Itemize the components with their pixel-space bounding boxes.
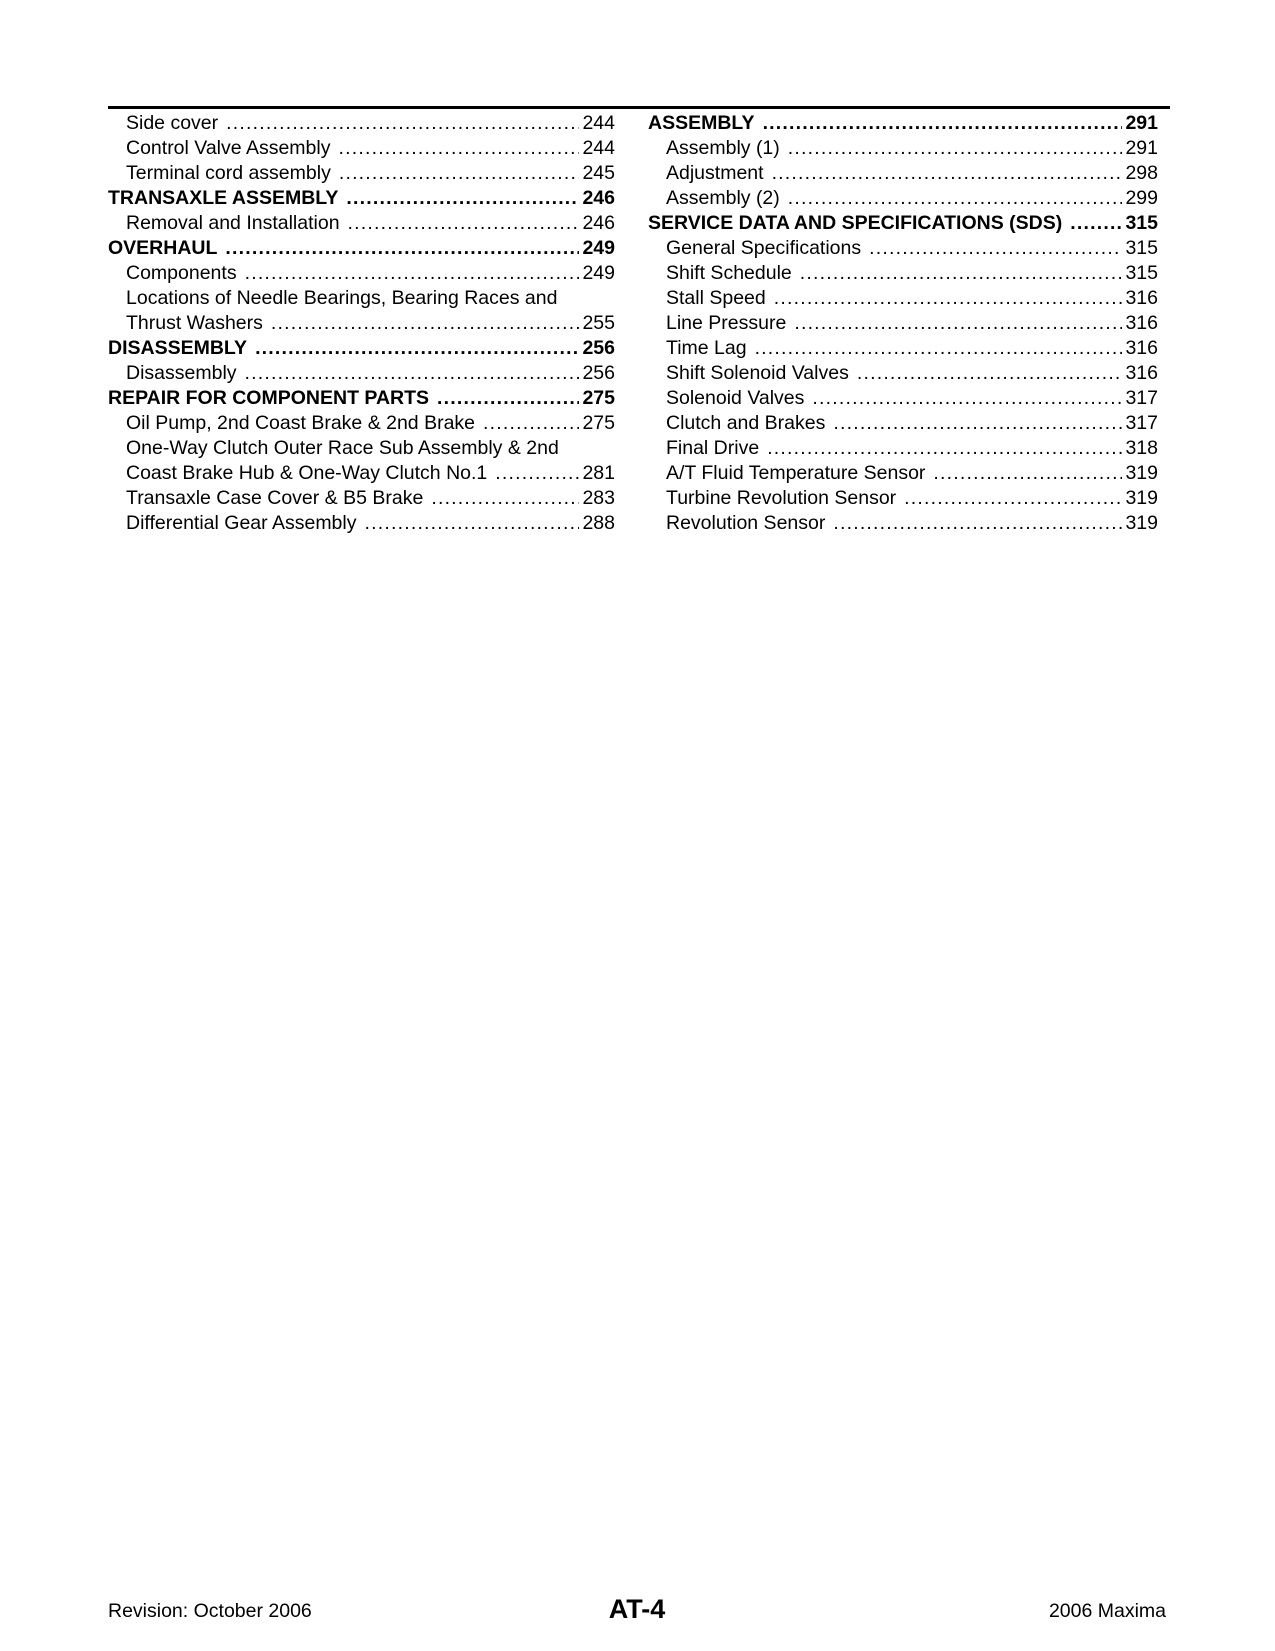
- toc-entry-page: 249: [582, 237, 615, 259]
- toc-entry[interactable]: [648, 211, 1158, 236]
- dot-leader: [483, 411, 579, 436]
- toc-entry-page: 256: [582, 362, 615, 384]
- toc-entry[interactable]: [648, 461, 1158, 486]
- toc-entry-title: ASSEMBLY: [648, 112, 755, 134]
- toc-entry-page: 318: [1125, 437, 1158, 459]
- toc-right-column: [648, 111, 1158, 536]
- dot-leader: [226, 111, 579, 136]
- dot-leader: [255, 336, 579, 361]
- toc-entry-title: Transaxle Case Cover & B5 Brake: [126, 487, 424, 509]
- toc-entry[interactable]: [648, 361, 1158, 386]
- toc-entry[interactable]: [648, 161, 1158, 186]
- toc-entry-title: Line Pressure: [666, 312, 787, 334]
- toc-entry-title: Adjustment: [666, 162, 764, 184]
- toc-entry-page: 244: [582, 112, 615, 134]
- toc-entry-title: Revolution Sensor: [666, 512, 826, 534]
- toc-entry[interactable]: [108, 186, 615, 211]
- dot-leader: [788, 136, 1123, 161]
- toc-entry-title: Differential Gear Assembly: [126, 512, 357, 534]
- toc-entry[interactable]: [648, 486, 1158, 511]
- page-footer: [108, 1593, 1166, 1625]
- toc-entry-title: One-Way Clutch Outer Race Sub Assembly & 2nd: [126, 437, 559, 459]
- toc-entry-page: 298: [1125, 162, 1158, 184]
- toc-entry[interactable]: [648, 386, 1158, 411]
- toc-entry-page: 315: [1125, 212, 1158, 234]
- toc-entry[interactable]: [108, 261, 615, 286]
- toc-entry-title: Terminal cord assembly: [126, 162, 331, 184]
- toc-entry-title: Solenoid Valves: [666, 387, 805, 409]
- toc-entry-title: Side cover: [126, 112, 219, 134]
- toc-entry-page: 319: [1125, 462, 1158, 484]
- toc-entry[interactable]: [108, 211, 615, 236]
- toc-entry-page: 299: [1125, 187, 1158, 209]
- toc-entry-title: OVERHAUL: [108, 237, 218, 259]
- toc-entry-page: 275: [582, 412, 615, 434]
- toc-entry[interactable]: [108, 411, 615, 436]
- dot-leader: [365, 511, 580, 536]
- dot-leader: [245, 261, 580, 286]
- toc-entry-page: 316: [1125, 312, 1158, 334]
- dot-leader: [774, 286, 1123, 311]
- toc-entry-page: 281: [582, 462, 615, 484]
- toc-entry[interactable]: [648, 261, 1158, 286]
- toc-entry-page: 249: [582, 262, 615, 284]
- dot-leader: [767, 436, 1122, 461]
- toc-entry-title: TRANSAXLE ASSEMBLY: [108, 187, 339, 209]
- toc-entry-title: Disassembly: [126, 362, 237, 384]
- toc-entry-page: 291: [1125, 112, 1158, 134]
- toc-entry-page: 317: [1125, 387, 1158, 409]
- toc-entry-page: 316: [1125, 287, 1158, 309]
- dot-leader: [788, 186, 1123, 211]
- dot-leader: [794, 311, 1122, 336]
- toc-entry-page: 315: [1125, 237, 1158, 259]
- toc-entry-page: 246: [582, 212, 615, 234]
- dot-leader: [225, 236, 579, 261]
- toc-left-column: [108, 111, 615, 536]
- toc-entry[interactable]: [108, 461, 615, 486]
- dot-leader: [495, 461, 579, 486]
- toc-entry[interactable]: [108, 111, 615, 136]
- dot-leader: [1070, 211, 1122, 236]
- toc-entry-title: Oil Pump, 2nd Coast Brake & 2nd Brake: [126, 412, 476, 434]
- toc-entry-page: 256: [582, 337, 615, 359]
- toc-entry[interactable]: [648, 186, 1158, 211]
- toc-entry-title: Assembly (1): [666, 137, 780, 159]
- dot-leader: [437, 386, 579, 411]
- toc-entry[interactable]: [108, 236, 615, 261]
- dot-leader: [857, 361, 1123, 386]
- footer-model: 2006 Maxima: [1048, 1600, 1166, 1622]
- dot-leader: [245, 361, 580, 386]
- toc-entry-title: Locations of Needle Bearings, Bearing Races and: [126, 287, 558, 309]
- toc-entry-title: Coast Brake Hub & One-Way Clutch No.1: [126, 462, 488, 484]
- dot-leader: [833, 511, 1122, 536]
- dot-leader: [933, 461, 1122, 486]
- toc-entry[interactable]: [108, 386, 615, 411]
- toc-entry[interactable]: [108, 361, 615, 386]
- dot-leader: [346, 186, 579, 211]
- toc-entry-title: Control Valve Assembly: [126, 137, 331, 159]
- toc-entry-page: 316: [1125, 362, 1158, 384]
- dot-leader: [431, 486, 579, 511]
- toc-entry-title: Final Drive: [666, 437, 760, 459]
- dot-leader: [772, 161, 1123, 186]
- toc-entry-page: 244: [582, 137, 615, 159]
- dot-leader: [812, 386, 1122, 411]
- toc-entry[interactable]: [108, 136, 615, 161]
- toc-entry-page: 283: [582, 487, 615, 509]
- toc-entry-title: Time Lag: [666, 337, 747, 359]
- toc-entry-title: Shift Schedule: [666, 262, 792, 284]
- toc-entry-title: Turbine Revolution Sensor: [666, 487, 897, 509]
- toc-entry[interactable]: [108, 161, 615, 186]
- dot-leader: [755, 336, 1123, 361]
- dot-leader: [904, 486, 1122, 511]
- toc-entry-title: Stall Speed: [666, 287, 766, 309]
- toc-entry[interactable]: [648, 136, 1158, 161]
- toc-entry-page: 291: [1125, 137, 1158, 159]
- toc-entry-title: Components: [126, 262, 237, 284]
- dot-leader: [338, 136, 579, 161]
- toc-entry-title: Thrust Washers: [126, 312, 263, 334]
- toc-entry-page: 319: [1125, 487, 1158, 509]
- toc-entry[interactable]: [108, 311, 615, 336]
- toc-entry-page: 315: [1125, 262, 1158, 284]
- toc-entry-page: 255: [582, 312, 615, 334]
- dot-leader: [833, 411, 1122, 436]
- toc-entry[interactable]: [108, 286, 615, 311]
- dot-leader: [763, 111, 1123, 136]
- toc-entry[interactable]: [648, 411, 1158, 436]
- toc-entry[interactable]: [648, 286, 1158, 311]
- toc-entry-page: 246: [582, 187, 615, 209]
- toc-entry-title: Assembly (2): [666, 187, 780, 209]
- toc-entry-title: Clutch and Brakes: [666, 412, 826, 434]
- toc-entry-title: Shift Solenoid Valves: [666, 362, 849, 384]
- toc-entry-page: 288: [582, 512, 615, 534]
- footer-revision: Revision: October 2006: [108, 1600, 312, 1622]
- dot-leader: [869, 236, 1122, 261]
- toc-entry[interactable]: [648, 236, 1158, 261]
- dot-leader: [348, 211, 580, 236]
- toc-entry[interactable]: [648, 111, 1158, 136]
- toc-entry[interactable]: [648, 336, 1158, 361]
- toc-entry-page: 317: [1125, 412, 1158, 434]
- toc-entry[interactable]: [648, 511, 1158, 536]
- toc-entry-page: 275: [582, 387, 615, 409]
- toc-entry[interactable]: [108, 336, 615, 361]
- toc-entry[interactable]: [648, 436, 1158, 461]
- toc-entry[interactable]: [108, 511, 615, 536]
- dot-leader: [339, 161, 580, 186]
- toc-entry-page: 245: [582, 162, 615, 184]
- toc-entry-title: General Specifications: [666, 237, 862, 259]
- toc-entry-title: REPAIR FOR COMPONENT PARTS: [108, 387, 430, 409]
- toc-entry[interactable]: [648, 311, 1158, 336]
- toc-entry-title: Removal and Installation: [126, 212, 340, 234]
- toc-entry[interactable]: [108, 436, 615, 461]
- toc-entry-page: 316: [1125, 337, 1158, 359]
- footer-page-code: AT-4: [608, 1594, 666, 1624]
- toc-entry-title: A/T Fluid Temperature Sensor: [666, 462, 926, 484]
- dot-leader: [271, 311, 580, 336]
- top-rule: [108, 106, 1170, 109]
- dot-leader: [800, 261, 1123, 286]
- toc-entry[interactable]: [108, 486, 615, 511]
- toc-entry-title: SERVICE DATA AND SPECIFICATIONS (SDS): [648, 212, 1063, 234]
- toc-entry-title: DISASSEMBLY: [108, 337, 248, 359]
- toc-entry-page: 319: [1125, 512, 1158, 534]
